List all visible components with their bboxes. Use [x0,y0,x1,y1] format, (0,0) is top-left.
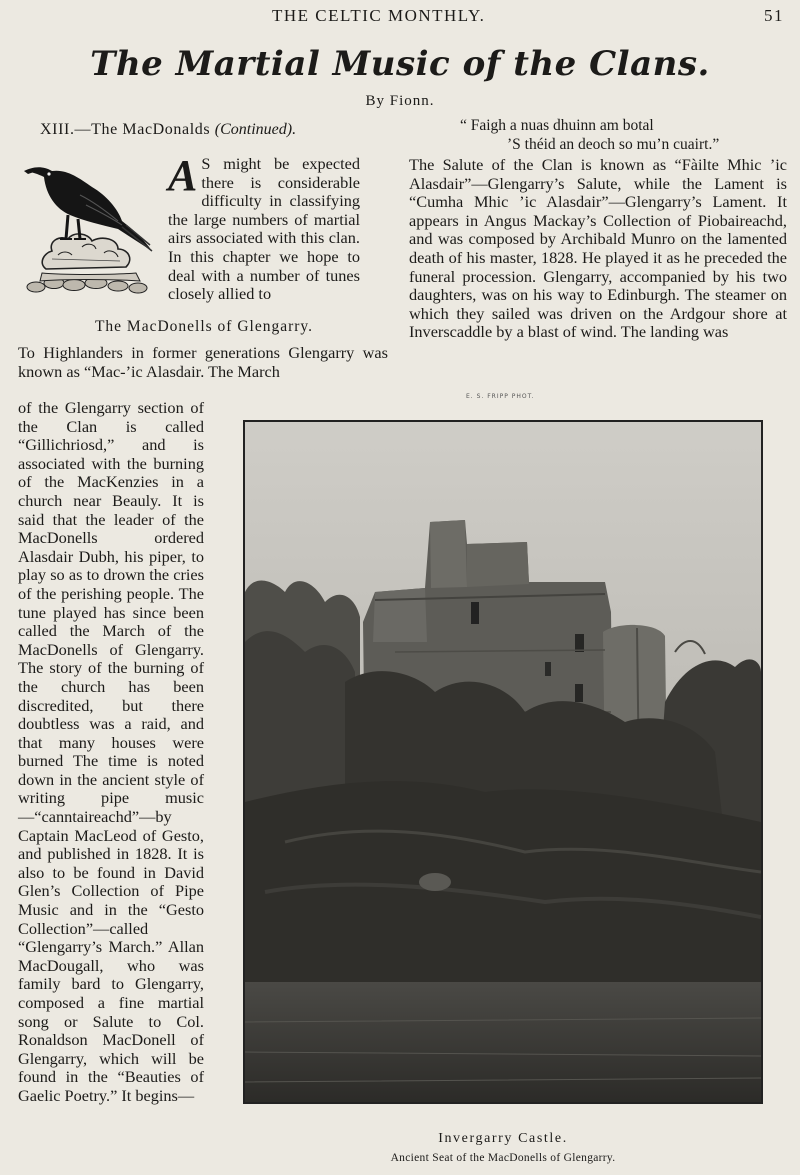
salute-paragraph: The Salute of the Clan is known as “Fàilte Mhic ’ic Alasdair”—Glengarry’s Salute, while the Lament is “Cumha Mhic ’ic Alasdair”—Glengarry’s Lament. It appears in Angus Mackay’s Collection of Piobaireachd, and was composed by Archibald Munro on the lamented death of his master, 1828. He played it as he preceded the funeral procession. Glengarry, accompanied by his two daughters, was on his way to Edinburgh. The steamer on which they sailed was driven on the Ardgour shore at Inverscaddle by a blast of wind. The landing was [409,155,787,342]
figure-caption-title: Invergarry Castle. [438,1131,568,1146]
figure-caption-subtitle: Ancient Seat of the MacDonells of Glengarry. [390,1152,616,1164]
raven-on-rock-illustration [22,155,156,297]
article-title: The Martial Music of the Clans. [90,44,710,84]
verse-line-1: “ Faigh a nuas dhuinn am botal [460,117,654,134]
drop-cap: A [168,151,198,200]
intro-text: S might be expected there is considerable difficulty in classifying the large numbers of martial airs associated with this clan. In this chapter we hope to deal with a number of tunes closely allied to [168,154,360,304]
section-continued: (Continued). [214,121,297,138]
running-head [0,6,800,30]
castle-photograph [243,420,763,1104]
verse-line-2: ’S théid an deoch so mu’n cuairt.” [507,136,720,153]
byline: By Fionn. [365,93,435,109]
photo-credit: E. S. FRIPP PHOT. [466,393,535,400]
glengarry-intro-text: To Highlanders in former generations Glengarry was known as “Mac-’ic Alasdair. The March [18,343,388,381]
gaelic-verse [460,116,790,154]
intro-paragraph [168,151,360,304]
journal-title: THE CELTIC MONTHLY. [272,6,486,25]
page-number: 51 [764,6,784,25]
castle-photo-drawing [245,422,761,1102]
glengarry-column-text: of the Glengarry section of the Clan is called “Gillichriosd,” and is associated with the burning of the MacKenzies in a church near Beauly. It is said that the leader of the MacDonells ordered Alasdair Dubh, his piper, to play so as to drown the cries of the perishing people. The tune played has since been called the March of the MacDonells of Glengarry. The story of the burning of the church has been discredited, but there doubtless was a raid, and that many houses were burned The time is noted down in the ancient style of writing pipe music—“canntaireachd”—by Captain MacLeod of Gesto, and published in 1828. It is also to be found in David Glen’s Collection of Pipe Music and in the “Gesto Collection”—called “Glengarry’s March.” Allan MacDougall, who was family bard to Glengarry, composed a fine martial song or Salute to Col. Ronaldson MacDonell of Glengarry, which will be found in the “Beauties of Gaelic Poetry.” It begins— [18,398,204,1105]
subheading: The MacDonells of Glengarry. [94,318,314,335]
section-heading [40,121,296,139]
section-number: XIII.—The MacDonalds [40,121,211,138]
